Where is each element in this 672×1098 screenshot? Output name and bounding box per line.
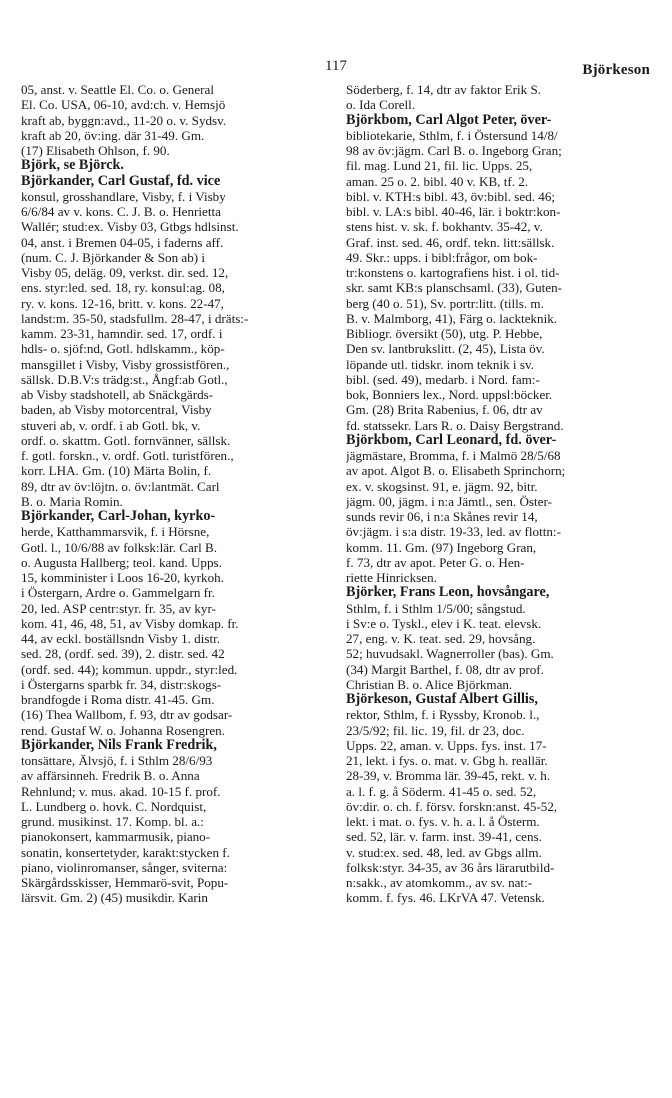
text-line: sed. 28, (ordf. sed. 39), 2. distr. sed. 42 bbox=[21, 646, 225, 662]
text-line: korr. LHA. Gm. (10) Märta Bolin, f. bbox=[21, 463, 212, 479]
text-line: (ordf. sed. 44); kommun. uppdr., styr:led. bbox=[21, 661, 238, 677]
text-line: aman. 25 o. 2. bibl. 40 v. KB, tf. 2. bbox=[346, 173, 529, 189]
text-line: mansgillet i Visby, Visby grossistfören., bbox=[21, 356, 230, 372]
text-line: Wallér; stud:ex. Visby 03, Gtbgs hdlsinst. bbox=[21, 219, 239, 235]
text-line: (16) Thea Wallbom, f. 93, dtr av godsar- bbox=[21, 707, 233, 723]
text-line: fil. mag. Lund 21, fil. lic. Upps. 25, bbox=[346, 158, 533, 174]
text-line: tonsättare, Älvsjö, f. i Sthlm 28/6/93 bbox=[21, 753, 213, 768]
entry-headword-line: Björk, se Björck. bbox=[21, 158, 124, 174]
entry-headword-line: Björkbom, Carl Leonard, fd. över- bbox=[346, 432, 557, 448]
text-line: sällsk. D.B.V:s trädg:st., Ångf:ab Gotl., bbox=[21, 371, 228, 387]
text-line: 23/5/92; fil. lic. 19, fil. dr 23, doc. bbox=[346, 722, 525, 738]
text-line: ordf. o. skattm. Gotl. fornvänner, sällsk. bbox=[21, 432, 231, 448]
right-column bbox=[346, 82, 654, 906]
text-line: öv:dir. o. ch. f. försv. forskn:anst. 45-52, bbox=[346, 798, 558, 814]
text-line: kraft ab, byggn:avd., 11-20 o. v. Sydsv. bbox=[21, 112, 227, 128]
text-line: Bibliogr. översikt (50), utg. P. Hebbe, bbox=[346, 326, 543, 341]
text-line: bibliotekarie, Sthlm, f. i Östersund 14/8/ bbox=[346, 127, 558, 143]
text-line: bibl. (sed. 49), medarb. i Nord. fam:- bbox=[346, 371, 540, 387]
text-line: konsul, grosshandlare, Visby, f. i Visby bbox=[21, 188, 226, 204]
text-line: löpande utl. tidskr. inom teknik i sv. bbox=[346, 356, 534, 372]
text-line: brandfogde i Roma distr. 41-45. Gm. bbox=[21, 692, 215, 707]
text-line: i Östergarn, Ardre o. Gammelgarn fr. bbox=[21, 585, 215, 601]
text-line: fd. statssekr. Lars R. o. Daisy Bergstrand. bbox=[346, 417, 564, 433]
text-line: piano, violinromanser, sånger, sviterna: bbox=[21, 859, 228, 875]
text-line: 15, komminister i Loos 16-20, kyrkoh. bbox=[21, 570, 224, 585]
text-line: kamm. 23-31, hamndir. sed. 17, ordf. i bbox=[21, 326, 223, 341]
text-line: Söderberg, f. 14, dtr av faktor Erik S. bbox=[346, 82, 542, 97]
running-head: Björkeson bbox=[582, 62, 650, 78]
text-line: rend. Gustaf W. o. Johanna Rosengren. bbox=[21, 722, 226, 738]
text-line: n:sakk., av atomkomm., av sv. nat:- bbox=[346, 875, 533, 890]
text-line: Sthlm, f. i Sthlm 1/5/00; sångstud. bbox=[346, 600, 526, 616]
left-column bbox=[21, 82, 339, 906]
text-line: bibl. v. KTH:s bibl. 43, öv:bibl. sed. 46; bbox=[346, 188, 556, 204]
text-line: bibl. v. LA:s bibl. 40-46, lär. i boktr:kon- bbox=[346, 204, 561, 219]
text-line: B. v. Malmborg, 41), Färg o. lackteknik. bbox=[346, 310, 558, 326]
text-line: (num. C. J. Björkander & Son ab) i bbox=[21, 249, 206, 265]
text-line: Den sv. lantbrukslitt. (2, 45), Lista öv. bbox=[346, 341, 545, 357]
text-line: i Sv:e o. Tyskl., elev i K. teat. elevsk. bbox=[346, 615, 542, 631]
text-line: baden, ab Visby motorcentral, Visby bbox=[21, 402, 212, 418]
text-line: 6/6/84 av v. kons. C. J. B. o. Henrietta bbox=[21, 204, 221, 219]
text-line: kom. 41, 46, 48, 51, av Visby domkap. fr. bbox=[21, 615, 239, 631]
text-line: 27, eng. v. K. teat. sed. 29, hovsång. bbox=[346, 631, 536, 646]
text-line: 52; huvudsakl. Wagnerroller (bas). Gm. bbox=[346, 646, 554, 662]
text-line: skr. samt KB:s planschsaml. (33), Guten- bbox=[346, 280, 563, 296]
text-line: av affärsinneh. Fredrik B. o. Anna bbox=[21, 768, 200, 784]
entry-headword-line: Björkander, Carl-Johan, kyrko- bbox=[21, 509, 216, 524]
text-line: jägm. 00, jägm. i n:a Jämtl., sen. Öster- bbox=[346, 493, 552, 509]
text-line: landst:m. 35-50, stadsfullm. 28-47, i dräts:- bbox=[21, 310, 249, 326]
text-line: i Östergarns sparbk fr. 34, distr:skogs- bbox=[21, 676, 222, 692]
text-line: sonatin, konsertetyder, karakt:stycken f. bbox=[21, 844, 230, 860]
text-line: 49. Skr.: upps. i bibl:frågor, om bok- bbox=[346, 249, 538, 265]
text-line: L. Lundberg o. hovk. C. Nordquist, bbox=[21, 798, 207, 814]
text-line: 04, anst. i Bremen 04-05, i faderns aff. bbox=[21, 234, 224, 250]
text-line: komm. 11. Gm. (97) Ingeborg Gran, bbox=[346, 539, 537, 555]
text-line: f. gotl. forskn., v. ordf. Gotl. turistfören., bbox=[21, 448, 234, 463]
text-line: o. Augusta Hallberg; teol. kand. Upps. bbox=[21, 554, 222, 570]
text-line: av apot. Algot B. o. Elisabeth Sprinchorn; bbox=[346, 463, 566, 479]
entry-headword-line: Björkander, Carl Gustaf, fd. vice bbox=[21, 173, 221, 189]
text-line: (34) Margit Barthel, f. 08, dtr av prof. bbox=[346, 661, 544, 677]
text-line: hdls- o. sjöf:nd, Gotl. hdlskamm., köp- bbox=[21, 341, 225, 357]
text-line: sunds revir 06, i n:a Skånes revir 14, bbox=[346, 509, 538, 524]
text-line: berg (40 o. 51), Sv. portr:litt. (tills. m. bbox=[346, 295, 544, 311]
text-line: 20, led. ASP centr:styr. fr. 35, av kyr- bbox=[21, 600, 216, 616]
text-line: Upps. 22, aman. v. Upps. fys. inst. 17- bbox=[346, 737, 547, 753]
text-line: rektor, Sthlm, f. i Ryssby, Kronob. l., bbox=[346, 707, 540, 723]
text-line: ab Visby stadshotell, ab Snäckgärds- bbox=[21, 387, 214, 402]
text-line: Gotl. l., 10/6/88 av folksk:lär. Carl B. bbox=[21, 539, 218, 555]
text-line: Christian B. o. Alice Björkman. bbox=[346, 676, 513, 692]
text-line: 98 av öv:jägm. Carl B. o. Ingeborg Gran; bbox=[346, 143, 562, 158]
text-line: komm. f. fys. 46. LKrVA 47. Vetensk. bbox=[346, 890, 545, 906]
entry-headword-line: Björkander, Nils Frank Fredrik, bbox=[21, 737, 217, 753]
text-line: (17) Elisabeth Ohlson, f. 90. bbox=[21, 143, 170, 158]
text-line: El. Co. USA, 06-10, avd:ch. v. Hemsjö bbox=[21, 97, 226, 113]
entry-headword-line: Björker, Frans Leon, hovsångare, bbox=[346, 585, 550, 601]
text-line: riette Hinricksen. bbox=[346, 570, 437, 585]
text-line: ens. styr:led. sed. 18, ry. konsul:ag. 08, bbox=[21, 280, 225, 296]
text-line: lekt. i mat. o. fys. v. h. a. l. å Österm. bbox=[346, 814, 540, 829]
text-line: Gm. (28) Brita Rabenius, f. 06, dtr av bbox=[346, 402, 543, 418]
text-line: o. Ida Corell. bbox=[346, 97, 416, 113]
text-line: v. stud:ex. sed. 48, led. av Gbgs allm. bbox=[346, 844, 542, 860]
text-line: folksk:styr. 34-35, av 36 års lärarutbild- bbox=[346, 859, 555, 875]
text-line: jägmästare, Bromma, f. i Malmö 28/5/68 bbox=[346, 448, 561, 463]
text-line: Visby 05, deläg. 09, verkst. dir. sed. 12, bbox=[21, 265, 229, 280]
text-line: 21, lekt. i fys. o. mat. v. Gbg h. reallär. bbox=[346, 753, 548, 768]
text-line: a. l. f. g. å Söderm. 41-45 o. sed. 52, bbox=[346, 783, 537, 799]
text-line: 89, dtr av öv:löjtn. o. öv:lantmät. Carl bbox=[21, 478, 220, 494]
entry-headword-line: Björkbom, Carl Algot Peter, över- bbox=[346, 112, 552, 128]
text-line: Graf. inst. sed. 46, ordf. tekn. litt:sällsk. bbox=[346, 234, 555, 250]
text-line: ex. v. skogsinst. 91, e. jägm. 92, bitr. bbox=[346, 478, 538, 494]
text-line: grund. musikinst. 17. Komp. bl. a.: bbox=[21, 814, 204, 829]
text-line: sed. 52, lär. v. farm. inst. 39-41, cens. bbox=[346, 829, 542, 845]
text-line: 44, av eckl. boställsndn Visby 1. distr. bbox=[21, 631, 221, 646]
text-line: Rehnlund; v. mus. akad. 10-15 f. prof. bbox=[21, 783, 221, 799]
text-line: kraft ab 20, öv:ing. där 31-49. Gm. bbox=[21, 127, 205, 143]
page-number: 117 bbox=[325, 58, 347, 74]
text-line: tr:konstens o. kartografiens hist. i ol. tid- bbox=[346, 265, 560, 280]
text-line: stens hist. v. sk. f. bokhantv. 35-42, v. bbox=[346, 219, 543, 235]
text-line: lärsvit. Gm. 2) (45) musikdir. Karin bbox=[21, 890, 208, 906]
text-line: pianokonsert, kammarmusik, piano- bbox=[21, 829, 211, 845]
text-line: 28-39, v. Bromma lär. 39-45, rekt. v. h. bbox=[346, 768, 551, 784]
text-line: bok, Bonniers lex., Nord. uppsl:böcker. bbox=[346, 387, 553, 402]
text-line: herde, Katthammarsvik, f. i Hörsne, bbox=[21, 524, 210, 540]
text-line: ry. v. kons. 12-16, britt. v. kons. 22-47, bbox=[21, 295, 224, 311]
text-line: B. o. Maria Romin. bbox=[21, 493, 123, 509]
text-line: 05, anst. v. Seattle El. Co. o. General bbox=[21, 82, 214, 97]
entry-headword-line: Björkeson, Gustaf Albert Gillis, bbox=[346, 692, 538, 707]
text-line: Skärgårdsskisser, Hemmarö-svit, Popu- bbox=[21, 875, 229, 890]
text-line: f. 73, dtr av apot. Peter G. o. Hen- bbox=[346, 554, 525, 570]
text-line: stuveri ab, v. ordf. i ab Gotl. bk, v. bbox=[21, 417, 201, 433]
text-line: öv:jägm. i s:a distr. 19-33, led. av flottn:- bbox=[346, 524, 561, 540]
